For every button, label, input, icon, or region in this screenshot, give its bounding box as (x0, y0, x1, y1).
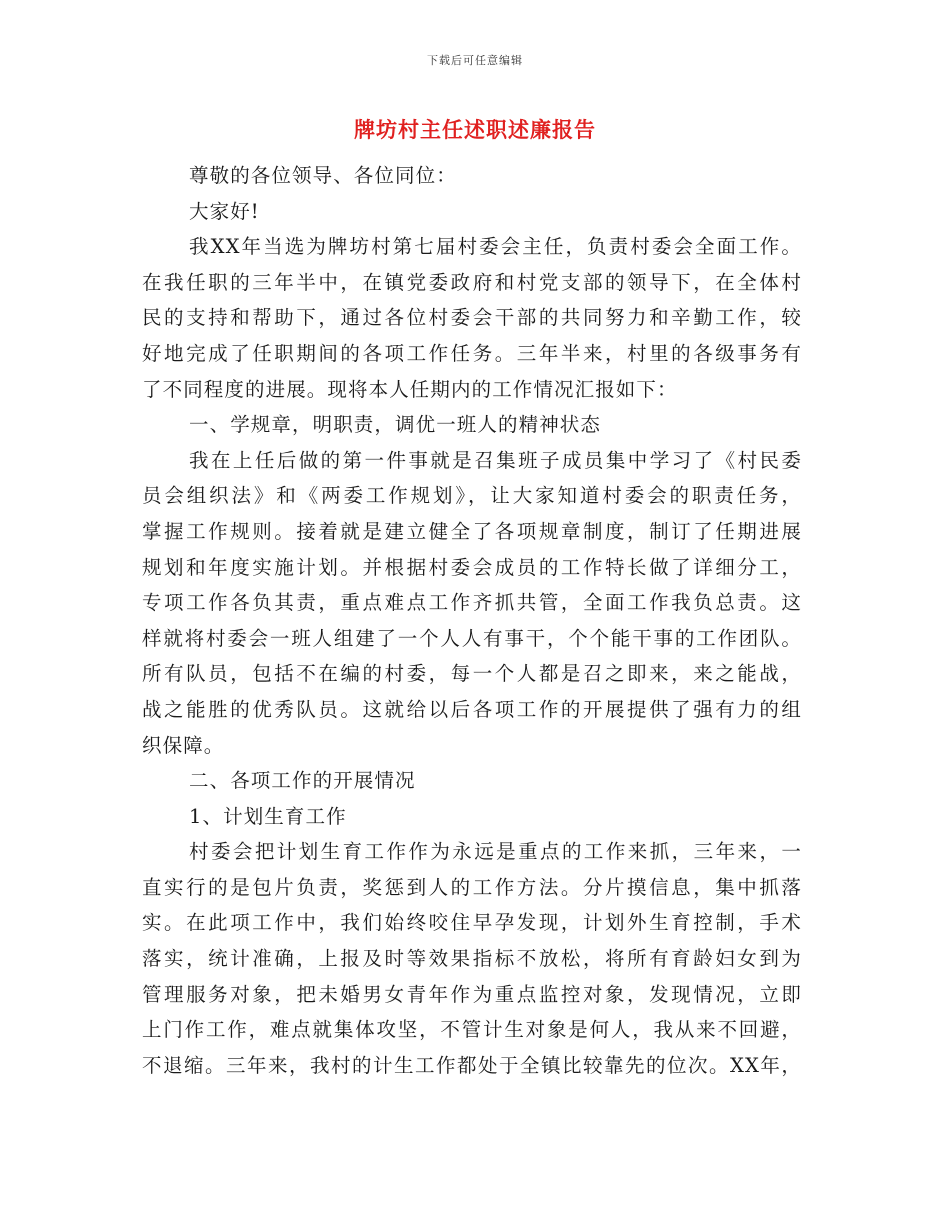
text-line: 实。在此项工作中，我们始终咬住早孕发现，计划外生育控制，手术 (142, 911, 802, 935)
text-line: 民的支持和帮助下，通过各位村委会干部的共同努力和辛勤工作，较 (142, 306, 802, 330)
text-line: 掌握工作规则。接着就是建立健全了各项规章制度，制订了任期进展 (142, 519, 802, 543)
text-line: 一、学规章，明职责，调优一班人的精神状态 (189, 413, 602, 437)
text-line: 了不同程度的进展。现将本人任期内的工作情况汇报如下： (142, 377, 678, 401)
text-line: 员会组织法》和《两委工作规划》，让大家知道村委会的职责任务， (142, 484, 802, 508)
text-line: 落实，统计准确，上报及时等效果指标不放松，将所有育龄妇女到为 (142, 947, 802, 971)
document-body (142, 158, 802, 1083)
text-line: 直实行的是包片负责，奖惩到人的工作方法。分片摸信息，集中抓落 (142, 875, 802, 899)
text-line: 上门作工作，难点就集体攻坚，不管计生对象是何人，我从来不回避， (142, 1018, 802, 1042)
text-line: 我XX年当选为牌坊村第七届村委会主任，负责村委会全面工作。 (189, 235, 802, 259)
text-line: 好地完成了任职期间的各项工作任务。三年半来，村里的各级事务有 (142, 341, 802, 365)
text-line: 战之能胜的优秀队员。这就给以后各项工作的开展提供了强有力的组 (142, 697, 802, 721)
header-note: 下载后可任意编辑 (427, 54, 523, 67)
text-line: 规划和年度实施计划。并根据村委会成员的工作特长做了详细分工， (142, 555, 802, 579)
text-line: 专项工作各负其责，重点难点工作齐抓共管，全面工作我负总责。这 (142, 591, 802, 615)
text-line: 在我任职的三年半中，在镇党委政府和村党支部的领导下，在全体村 (142, 270, 802, 294)
text-line: 管理服务对象，把未婚男女青年作为重点监控对象，发现情况，立即 (142, 982, 802, 1006)
text-line: 所有队员，包括不在编的村委，每一个人都是召之即来，来之能战， (142, 662, 802, 686)
text-line: 样就将村委会一班人组建了一个人人有事干，个个能干事的工作团队。 (142, 626, 802, 650)
text-line: 尊敬的各位领导、各位同位： (189, 164, 457, 187)
document-title: 牌坊村主任述职述廉报告 (354, 117, 596, 142)
text-line: 村委会把计划生育工作作为永远是重点的工作来抓，三年来，一 (189, 840, 802, 864)
text-line: 大家好! (189, 199, 260, 223)
text-line: 不退缩。三年来，我村的计生工作都处于全镇比较靠先的位次。XX年， (142, 1053, 802, 1077)
text-line: 织保障。 (142, 733, 225, 757)
text-line: 1、计划生育工作 (189, 804, 347, 828)
text-line: 二、各项工作的开展情况 (189, 769, 416, 793)
text-line: 我在上任后做的第一件事就是召集班子成员集中学习了《村民委 (189, 448, 802, 472)
